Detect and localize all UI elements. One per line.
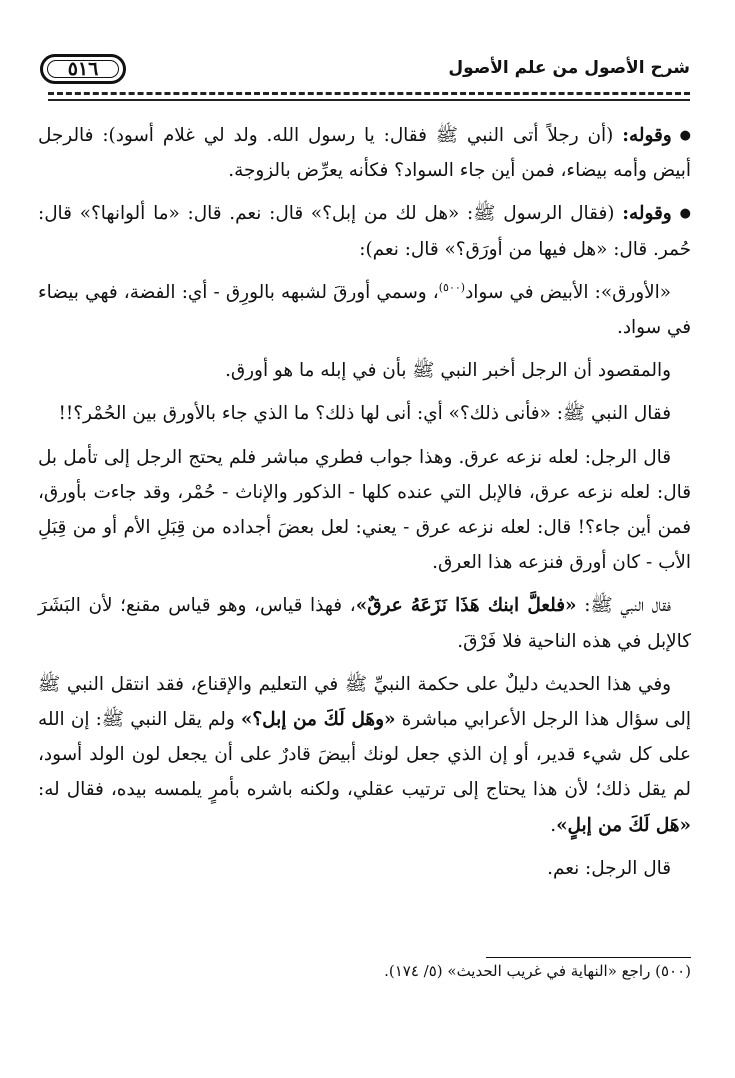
footnote: (٥٠٠) راجع «النهاية في غريب الحديث» (٥/ ١٧٤). — [384, 962, 691, 980]
hadith-quote: «وهَل لَكَ من إبل؟» — [240, 709, 396, 731]
footnote-reference: (٥٠٠) — [438, 280, 466, 294]
paragraph-text: فقال النبي ﷺ: «فأنى ذلك؟» أي: أنى لها ذلك؟ ما الذي جاء بالأورق بين الحُمْر؟!! — [58, 403, 671, 425]
paragraph-text: (فقال الرسول ﷺ: «هل لك من إبل؟» قال: نعم. قال: «ما ألوانها؟» قال: حُمر. قال: «هل فيها من أورَق؟» قال: نعم): — [38, 203, 691, 260]
book-title: شرح الأصول من علم الأصول — [448, 58, 690, 78]
paragraph-lead: وقوله: — [622, 125, 672, 146]
paragraph-text: قال الرجل: لعله نزعه عرق. وهذا جواب فطري مباشر فلم يحتج الرجل إلى تأمل بل قال: لعله نزعه عرق، فالإبل التي عنده كلها - الذكور والإناث - حُمْر، وقد جاءت بأورق، فمن أين جاء؟! قال: لعله نزعه عرق - يعني: لعل بعضَ أجداده من قِبَلِ الأم أو من قِبَلِ الأب - كان أورق فنزعه هذا العرق. — [38, 446, 691, 574]
paragraph-text: (أن رجلاً أتى النبي ﷺ فقال: يا رسول الله. ولد لي غلام أسود): فالرجل أبيض وأمه بيضاء، فمن أين جاء السواد؟ فكأنه يعرِّض بالزوجة. — [38, 125, 691, 182]
page-header — [40, 52, 690, 92]
paragraph-8 — [38, 667, 691, 843]
paragraph-text: والمقصود أن الرجل أخبر النبي ﷺ بأن في إبله ما هو أورق. — [225, 360, 671, 382]
hadith-quote: «هَل لَكَ من إبلٍ» — [556, 814, 691, 836]
header-divider-solid — [48, 99, 690, 101]
paragraph-6 — [38, 440, 691, 581]
paragraph-text: . — [550, 814, 557, 836]
page-number: ٥١٦ — [67, 58, 99, 80]
paragraph-text: وفي هذا الحديث دليلٌ على حكمة النبيِّ ﷺ في التعليم والإقناع، فقد انتقل النبي ﷺ إلى سؤال هذا الرجل الأعرابي مباشرة — [38, 673, 691, 731]
paragraph-text: «الأورق»: الأبيض في سواد — [465, 281, 671, 303]
paragraph-1 — [38, 118, 691, 188]
paragraph-9 — [38, 851, 691, 886]
paragraph-5 — [38, 396, 691, 431]
paragraph-text: ، فهذا قياس، وهو قياس مقنع؛ لأن البَشَرَ كالإبل في هذه الناحية فلا فَرْقَ. — [38, 595, 691, 652]
paragraph-text: فقال النبي ﷺ: — [576, 595, 671, 617]
hadith-quote: «فلعلَّ ابنك هَذَا نَزَعَهُ عرقٌ» — [355, 595, 577, 617]
paragraph-text: ، وسمي أورقَ لشبهه بالورِق - أي: الفضة، فهي بيضاء في سواد. — [38, 281, 691, 339]
paragraph-text: قال الرجل: نعم. — [547, 857, 671, 879]
paragraph-4 — [38, 353, 691, 388]
paragraph-text: ولم يقل النبي ﷺ: إن الله على كل شيء قدير، أو إن الذي جعل لونك أبيضَ قادرٌ على أن يجعل لون الولد أسود، لم يقل ذلك؛ لأن هذا يحتاج إلى ترتيب عقلي، ولكنه باشره بأمرٍ يلمسه بيده، فقال له: — [38, 709, 691, 801]
paragraph-2 — [38, 196, 691, 266]
paragraph-lead: وقوله: — [622, 203, 672, 225]
main-text — [38, 118, 691, 894]
paragraph-7 — [38, 588, 691, 658]
header-divider-dashed — [48, 92, 690, 95]
page-number-badge — [40, 54, 126, 84]
paragraph-3 — [38, 275, 691, 345]
footnote-divider — [486, 957, 691, 958]
